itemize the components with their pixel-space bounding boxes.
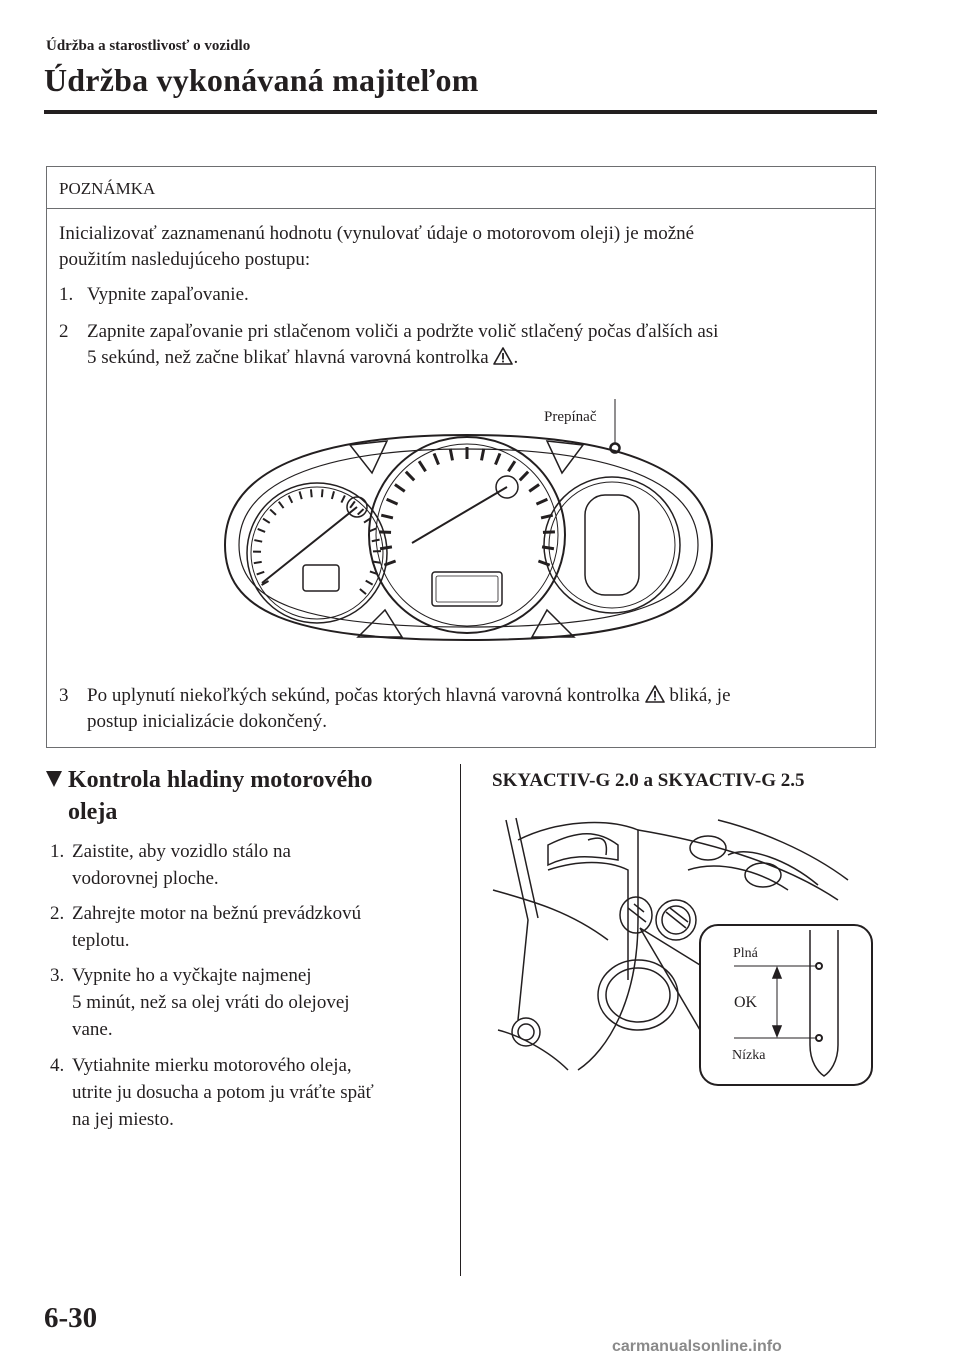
gauge-tick <box>406 472 414 481</box>
list-number: 4. <box>50 1055 65 1076</box>
gauge-tick <box>372 540 380 542</box>
page-number: 6-30 <box>44 1302 98 1334</box>
note-intro-line: Inicializovať zaznamenanú hodnotu (vynulovať údaje o motorovom oleji) je možné <box>59 223 695 244</box>
step-text <box>87 683 731 735</box>
instrument-cluster-illustration <box>207 395 727 645</box>
watermark: carmanualsonline.info <box>612 1338 782 1355</box>
engine-oil-dipstick-illustration <box>488 800 878 1090</box>
step-line <box>87 683 731 709</box>
list-text <box>72 900 452 954</box>
gauge-tick <box>358 509 364 514</box>
gauge-tick <box>258 529 265 532</box>
step-line-end: . <box>513 347 519 368</box>
gauge-tick <box>387 499 398 504</box>
gauge-tick <box>279 502 284 508</box>
dipstick-ok-label: OK <box>734 994 758 1011</box>
gauge-tick <box>360 589 366 594</box>
list-line: na jej miesto. <box>72 1109 174 1130</box>
gauge-tick <box>495 453 499 464</box>
note-box <box>46 166 876 748</box>
dipstick-full-label: Plná <box>733 946 758 961</box>
step-line: Zapnite zapaľovanie pri stlačenom voliči a podržte volič stlačený počas ďalších asi <box>87 321 719 342</box>
gauge-tick <box>380 547 392 549</box>
note-header <box>47 167 875 209</box>
title-rule <box>44 110 877 114</box>
gauge-tick <box>508 461 515 471</box>
gauge-tick <box>366 581 373 585</box>
gauge-tick <box>341 495 344 502</box>
column-divider <box>460 764 461 1276</box>
section-heading-line: Kontrola hladiny motorového <box>68 767 373 793</box>
note-title: POZNÁMKA <box>59 179 156 198</box>
gauge-tick <box>311 489 312 497</box>
step-line-text: 5 sekúnd, než začne blikať hlavná varovná kontrolka <box>87 347 489 368</box>
gauge-tick <box>289 496 293 503</box>
gauge-tick <box>350 501 355 507</box>
gauge-tick <box>372 562 380 563</box>
list-text <box>72 1052 452 1133</box>
triangle-bullet-icon <box>46 771 62 787</box>
warning-triangle-icon <box>493 346 513 366</box>
list-line: Vytiahnite mierku motorového oleja, <box>72 1055 352 1076</box>
engine-bay-drawing <box>488 800 878 1090</box>
step-number: 2 <box>59 321 69 342</box>
page-title: Údržba vykonávaná majiteľom <box>44 62 479 98</box>
list-text <box>72 962 452 1043</box>
step-line-end: bliká, je <box>669 685 731 706</box>
gauge-tick <box>434 453 438 464</box>
centre-gauge-ticks <box>379 447 555 565</box>
list-line: vane. <box>72 1019 113 1040</box>
list-number: 3. <box>50 965 65 986</box>
step-line-text: Po uplynutí niekoľkých sekúnd, počas ktorých hlavná varovná kontrolka <box>87 685 640 706</box>
note-intro-line: použitím nasledujúceho postupu: <box>59 249 311 270</box>
step-text: Vypnite zapaľovanie. <box>87 284 249 305</box>
dipstick-low-label: Nízka <box>732 1048 766 1063</box>
gauge-tick <box>541 515 553 518</box>
gauge-tick <box>381 515 393 518</box>
engine-figure-title: SKYACTIV-G 2.0 a SKYACTIV-G 2.5 <box>492 770 805 791</box>
section-label: Údržba a starostlivosť o vozidlo <box>46 38 251 54</box>
gauge-tick <box>270 509 276 514</box>
list-line: Zahrejte motor na bežnú prevádzkovú <box>72 903 362 924</box>
gauge-tick <box>536 499 547 504</box>
section-heading-line: oleja <box>68 799 118 825</box>
list-line: utrite ju dosucha a potom ju vráťte späť <box>72 1082 374 1103</box>
gauge-tick <box>254 540 262 542</box>
step-number: 1. <box>59 284 74 305</box>
gauge-tick <box>263 519 270 523</box>
list-line: Zaistite, aby vozidlo stálo na <box>72 841 291 862</box>
warning-triangle-icon <box>645 684 665 704</box>
list-number: 1. <box>50 841 65 862</box>
list-text <box>72 838 452 892</box>
gauge-tick <box>332 491 334 499</box>
switch-label: Prepínač <box>544 409 597 425</box>
gauge-tick <box>257 572 265 575</box>
gauge-tick <box>419 461 426 471</box>
list-line: vodorovnej ploche. <box>72 868 219 889</box>
list-line: Vypnite ho a vyčkajte najmenej <box>72 965 312 986</box>
gauge-tick <box>538 561 549 565</box>
gauge-tick <box>520 472 528 481</box>
step-text <box>87 319 718 371</box>
gauge-tick <box>395 485 405 492</box>
gauge-tick <box>322 489 323 497</box>
step-line: postup inicializácie dokončený. <box>87 711 328 732</box>
step-line <box>87 345 718 371</box>
step-number: 3 <box>59 685 69 706</box>
gauge-tick <box>254 562 262 563</box>
list-number: 2. <box>50 903 65 924</box>
list-line: 5 minút, než sa olej vráti do olejovej <box>72 992 350 1013</box>
gauge-tick <box>529 485 539 492</box>
gauge-tick <box>450 449 452 461</box>
gauge-tick <box>300 491 302 499</box>
gauge-tick <box>542 547 554 549</box>
gauge-tick <box>482 449 484 461</box>
note-intro <box>59 221 859 273</box>
list-line: teplotu. <box>72 930 130 951</box>
